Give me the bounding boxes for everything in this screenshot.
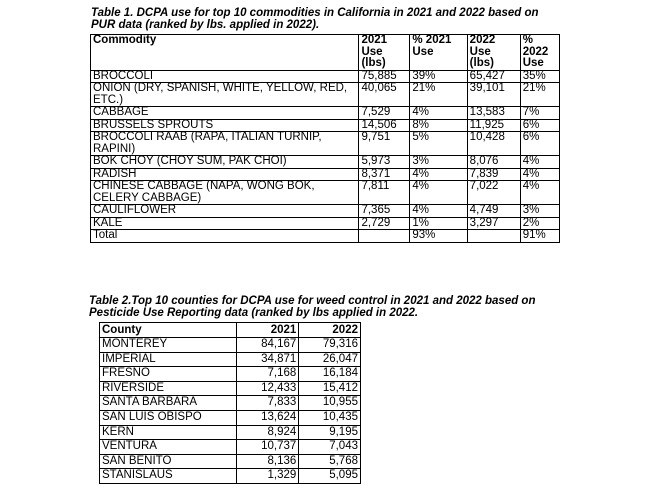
table-row xyxy=(91,107,560,120)
row-label: Total xyxy=(91,230,359,243)
row-label: BROCCOLI xyxy=(91,70,359,83)
row-label: STANISLAUS xyxy=(100,469,237,484)
column-header: 2022 xyxy=(299,323,361,338)
table-row xyxy=(91,132,560,156)
table-cell: 3% xyxy=(520,205,559,218)
row-label: BROCCOLI RAAB (RAPA, ITALIAN TURNIP, RAPINI) xyxy=(91,132,359,156)
table-cell: 91% xyxy=(520,230,559,243)
table-cell: 6% xyxy=(520,119,559,132)
table-cell: 2% xyxy=(520,217,559,230)
table-cell: 13,624 xyxy=(236,410,299,425)
table-cell: 3% xyxy=(410,156,467,169)
table-cell: 7,839 xyxy=(467,168,520,181)
table-cell: 34,871 xyxy=(236,352,299,367)
table-row xyxy=(100,367,361,382)
table-row xyxy=(100,381,361,396)
column-header: 2021 Use (lbs) xyxy=(359,35,410,71)
table-cell: 35% xyxy=(520,70,559,83)
row-label: RADISH xyxy=(91,168,359,181)
table-row xyxy=(91,168,560,181)
row-label: FRESNO xyxy=(100,367,237,382)
table-cell: 8,924 xyxy=(236,425,299,440)
row-label: BOK CHOY (CHOY SUM, PAK CHOI) xyxy=(91,156,359,169)
table-cell: 75,885 xyxy=(359,70,410,83)
table-cell: 5,095 xyxy=(299,469,361,484)
table-cell: 9,751 xyxy=(359,132,410,156)
table-row xyxy=(91,217,560,230)
table-cell xyxy=(467,230,520,243)
table-cell: 1% xyxy=(410,217,467,230)
table-cell: 9,195 xyxy=(299,425,361,440)
table-row xyxy=(91,156,560,169)
row-label: KALE xyxy=(91,217,359,230)
table-cell: 14,506 xyxy=(359,119,410,132)
table-cell: 10,955 xyxy=(299,396,361,411)
table-cell: 8,371 xyxy=(359,168,410,181)
table-cell: 4% xyxy=(520,181,559,205)
table-cell: 10,737 xyxy=(236,440,299,455)
table-row xyxy=(91,230,560,243)
table-cell: 7,168 xyxy=(236,367,299,382)
table-row xyxy=(100,425,361,440)
row-label: CHINESE CABBAGE (NAPA, WONG BOK, CELERY CABBAGE) xyxy=(91,181,359,205)
table-cell: 39,101 xyxy=(467,83,520,107)
column-header: % 2022 Use xyxy=(520,35,559,71)
column-header: Commodity xyxy=(91,35,359,71)
row-label: SANTA BARBARA xyxy=(100,396,237,411)
table-row xyxy=(100,454,361,469)
row-label: IMPERIAL xyxy=(100,352,237,367)
row-label: SAN BENITO xyxy=(100,454,237,469)
table-cell: 26,047 xyxy=(299,352,361,367)
table-cell: 79,316 xyxy=(299,338,361,353)
table-row xyxy=(100,352,361,367)
table-cell: 39% xyxy=(410,70,467,83)
table-cell: 4% xyxy=(410,205,467,218)
table-cell: 3,297 xyxy=(467,217,520,230)
commodities-table xyxy=(90,34,560,243)
table-cell: 11,925 xyxy=(467,119,520,132)
table-row xyxy=(100,410,361,425)
table-cell: 7,811 xyxy=(359,181,410,205)
row-label: KERN xyxy=(100,425,237,440)
table-cell: 7,043 xyxy=(299,440,361,455)
table2-caption: Table 2.Top 10 counties for DCPA use for weed control in 2021 and 2022 based on Pesticide Use Reporting data (ranked by lbs applied in 2022. xyxy=(89,295,536,319)
column-header: % 2021 Use xyxy=(410,35,467,71)
column-header: 2022 Use (lbs) xyxy=(467,35,520,71)
table-cell: 4% xyxy=(410,181,467,205)
header-row xyxy=(100,323,361,338)
table-cell: 40,065 xyxy=(359,83,410,107)
row-label: MONTEREY xyxy=(100,338,237,353)
table-cell: 12,433 xyxy=(236,381,299,396)
table-row xyxy=(100,396,361,411)
table-cell: 2,729 xyxy=(359,217,410,230)
column-header: 2021 xyxy=(236,323,299,338)
table-cell: 7,365 xyxy=(359,205,410,218)
table-row xyxy=(91,181,560,205)
table-cell: 93% xyxy=(410,230,467,243)
table-row xyxy=(91,205,560,218)
table-row xyxy=(91,83,560,107)
table-cell: 8,076 xyxy=(467,156,520,169)
table-cell: 13,583 xyxy=(467,107,520,120)
table-cell: 16,184 xyxy=(299,367,361,382)
table-cell: 65,427 xyxy=(467,70,520,83)
table-row xyxy=(100,338,361,353)
column-header: County xyxy=(100,323,237,338)
table-cell: 21% xyxy=(410,83,467,107)
row-label: CABBAGE xyxy=(91,107,359,120)
table-cell: 21% xyxy=(520,83,559,107)
table-row xyxy=(91,70,560,83)
table-cell: 4% xyxy=(410,107,467,120)
table-cell: 5,768 xyxy=(299,454,361,469)
table-cell: 1,329 xyxy=(236,469,299,484)
row-label: VENTURA xyxy=(100,440,237,455)
table-cell: 7,833 xyxy=(236,396,299,411)
table-cell: 4% xyxy=(520,168,559,181)
row-label: ONION (DRY, SPANISH, WHITE, YELLOW, RED, ETC.) xyxy=(91,83,359,107)
table-row xyxy=(100,469,361,484)
table-cell: 4% xyxy=(410,168,467,181)
row-label: SAN LUIS OBISPO xyxy=(100,410,237,425)
table-cell: 8% xyxy=(410,119,467,132)
table-cell xyxy=(359,230,410,243)
table-cell: 4,749 xyxy=(467,205,520,218)
row-label: RIVERSIDE xyxy=(100,381,237,396)
row-label: CAULIFLOWER xyxy=(91,205,359,218)
table-cell: 7,022 xyxy=(467,181,520,205)
table-cell: 7% xyxy=(520,107,559,120)
table-cell: 84,167 xyxy=(236,338,299,353)
table-row xyxy=(91,119,560,132)
counties-table xyxy=(99,322,361,484)
table-row xyxy=(100,440,361,455)
row-label: BRUSSELS SPROUTS xyxy=(91,119,359,132)
table-cell: 10,435 xyxy=(299,410,361,425)
table-cell: 10,428 xyxy=(467,132,520,156)
table-cell: 4% xyxy=(520,156,559,169)
table-cell: 5% xyxy=(410,132,467,156)
table-cell: 6% xyxy=(520,132,559,156)
table-cell: 8,136 xyxy=(236,454,299,469)
table-cell: 5,973 xyxy=(359,156,410,169)
table-cell: 15,412 xyxy=(299,381,361,396)
table1-caption: Table 1. DCPA use for top 10 commodities in California in 2021 and 2022 based on PUR data (ranked by lbs. applied in 2022). xyxy=(91,7,539,31)
table-cell: 7,529 xyxy=(359,107,410,120)
header-row xyxy=(91,35,560,71)
